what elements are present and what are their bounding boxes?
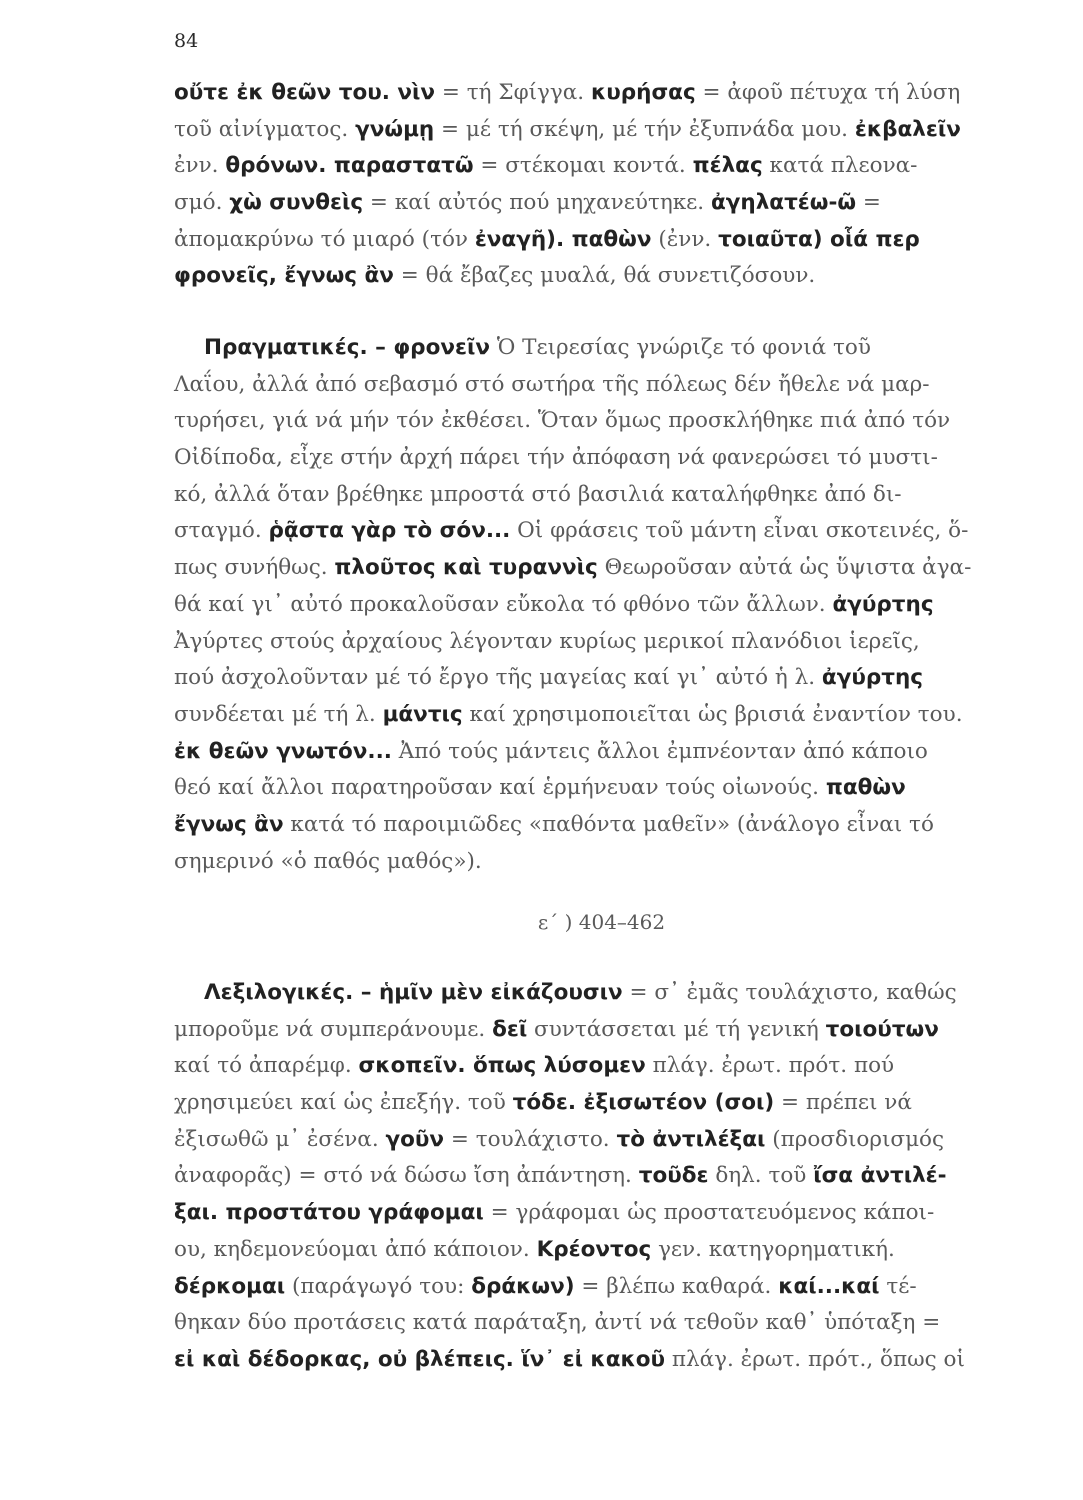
text-line [174, 330, 1032, 367]
text-line [174, 807, 1032, 844]
text-line [174, 1085, 1032, 1122]
text-line [174, 1122, 1032, 1159]
bold-term: καί...καί [778, 1273, 880, 1299]
gloss-text: = σ᾽ ἐμᾶς τουλάχιστο, καθώς [622, 980, 957, 1005]
gloss-text: πού ἀσχολοῦνταν μέ τό ἔργο τῆς μαγείας καί γι᾽ αὐτό ἡ λ. [174, 665, 822, 691]
gloss-text: = στέκομαι κοντά. [473, 153, 693, 179]
gloss-text: ἐξισωθῶ μ᾽ ἐσένα. [174, 1126, 386, 1152]
bold-term: δράκων) [471, 1273, 575, 1299]
gloss-text: Οἱ φράσεις τοῦ μάντη εἶναι σκοτεινές, ὅ- [510, 518, 969, 544]
text-line [174, 477, 1032, 514]
gloss-text: θηκαν δύο προτάσεις κατά παράταξη, ἀντί νά τεθοῦν καθ᾽ ὑπόταξη = [174, 1310, 941, 1336]
gloss-text: = βλέπω καθαρά. [574, 1273, 779, 1299]
bold-term: ἔγνως ἂν [174, 811, 284, 837]
bold-term: χὼ συνθεὶς [229, 190, 364, 216]
text-line [174, 367, 1032, 404]
gloss-text: κό, ἀλλά ὅταν βρέθηκε μπροστά στό βασιλιά καταλήφθηκε ἀπό δι- [174, 481, 902, 507]
bold-term: τοιαῦτα) οἷά περ [718, 226, 920, 252]
gloss-text: Θεωροῦσαν αὐτά ὡς ὕψιστα ἀγα- [597, 555, 972, 581]
text-line [174, 148, 1032, 185]
bold-term: ῥᾷστα γὰρ τὸ σόν... [268, 518, 511, 544]
gloss-text: Ἀπό τούς μάντεις ἄλλοι ἐμπνέονταν ἀπό κάποιο [391, 738, 928, 764]
bold-term: παθὼν [825, 775, 906, 801]
gloss-text: Ὁ Τειρεσίας γνώριζε τό φονιά τοῦ [489, 335, 871, 360]
bold-term: ἀγηλατέω-ῶ [710, 190, 857, 216]
text-line [174, 1305, 1032, 1342]
bold-term: δέρκομαι [174, 1273, 286, 1299]
gloss-text: καί τό ἀπαρέμφ. [174, 1053, 359, 1079]
text-line [174, 222, 1032, 259]
bold-term: φρονεῖς, ἔγνως ἂν [174, 263, 394, 289]
gloss-text: καί χρησιμοποιεῖται ὡς βρισιά ἐναντίον του. [462, 701, 963, 727]
gloss-text: πλάγ. ἐρωτ. πρότ., ὅπως οἱ [665, 1346, 965, 1372]
gloss-text: θεό καί ἄλλοι παρατηροῦσαν καί ἑρμήνευαν τούς οἰωνούς. [174, 775, 826, 801]
gloss-text: Ἀγύρτες στούς ἀρχαίους λέγονταν κυρίως μερικοί πλανόδιοι ἱερεῖς, [174, 628, 920, 654]
gloss-text: = τουλάχιστο. [444, 1126, 617, 1152]
gloss-text: = μέ τή σκέψη, μέ τήν ἐξυπνάδα μου. [434, 116, 855, 142]
text-line [174, 403, 1032, 440]
gloss-text: δηλ. τοῦ [708, 1163, 814, 1189]
bold-term: τοιούτων [825, 1016, 939, 1042]
gloss-text: = καί αὐτός πού μηχανεύτηκε. [363, 190, 711, 216]
bold-term: τὸ ἀντιλέξαι [616, 1126, 766, 1152]
gloss-text: = πρέπει νά [774, 1090, 912, 1116]
text-line [174, 975, 1032, 1012]
bold-term: ἀγύρτης [832, 591, 934, 617]
bold-term: ἐναγῆ). παθὼν [474, 226, 652, 252]
gloss-text: τοῦ αἰνίγματος. [174, 116, 356, 142]
section-heading: ε΄ ) 404–462 [537, 910, 666, 934]
gloss-text: Λαΐου, ἀλλά ἀπό σεβασμό στό σωτήρα τῆς πόλεως δέν ἤθελε νά μαρ- [174, 371, 930, 397]
bold-term: ξαι. προστάτου γράφομαι [174, 1200, 484, 1226]
bold-term: μάντις [382, 701, 463, 727]
text-line [174, 185, 1032, 222]
text-line [174, 1195, 1032, 1232]
gloss-text: = θά ἔβαζες μυαλά, θά συνετιζόσουν. [393, 263, 816, 289]
text-line [174, 770, 1032, 807]
bold-term: ἀγύρτης [821, 665, 924, 691]
gloss-text: συνδέεται μέ τή λ. [174, 701, 383, 727]
text-line [174, 844, 1032, 881]
gloss-text: (παράγωγό του: [285, 1273, 472, 1299]
text-line [174, 550, 1032, 587]
gloss-text: μποροῦμε νά συμπεράνουμε. [174, 1016, 493, 1042]
text-line [174, 1012, 1032, 1049]
gloss-text: = [856, 190, 881, 216]
bold-term: σκοπεῖν. ὅπως λύσομεν [358, 1053, 646, 1079]
gloss-text: πως συνήθως. [174, 555, 335, 581]
gloss-text: ἀναφορᾶς) = στό νά δώσω ἴση ἀπάντηση. [174, 1163, 639, 1189]
gloss-text: Οἰδίποδα, εἶχε στήν ἀρχή πάρει τήν ἀπόφαση νά φανερώσει τό μυστι- [174, 445, 938, 471]
gloss-text: συντάσσεται μέ τή γενική [527, 1016, 826, 1042]
gloss-text: τέ- [879, 1273, 917, 1299]
bold-term: Λεξιλογικές. – ἡμῖν μὲν εἰκάζουσιν [204, 980, 623, 1005]
bold-term: Πραγματικές. – φρονεῖν [204, 335, 490, 360]
gloss-text: = γράφομαι ὡς προστατευόμενος κάποι- [483, 1200, 935, 1226]
bold-term: ἴσα ἀντιλέ- [813, 1163, 947, 1189]
gloss-text: = ἀφοῦ πέτυχα τή λύση [695, 80, 961, 105]
gloss-text: (προσδιορισμός [765, 1126, 945, 1152]
gloss-text: γεν. κατηγορηματική. [651, 1236, 895, 1262]
text-line [174, 1158, 1032, 1195]
page-number: 84 [174, 30, 199, 52]
text-line [174, 587, 1032, 624]
text-line [174, 112, 1032, 149]
text-line [174, 697, 1032, 734]
paragraph-1 [174, 75, 1032, 295]
bold-term: τοῦδε [638, 1163, 709, 1189]
text-line [174, 75, 1032, 112]
gloss-text: σημερινό «ὁ παθός μαθός»). [174, 848, 482, 874]
bold-term: ἐκ θεῶν γνωτόν... [174, 738, 392, 764]
gloss-text: κατά τό παροιμιῶδες «παθόντα μαθεῖν» (ἀνάλογο εἶναι τό [283, 811, 934, 837]
text-line [174, 1269, 1032, 1306]
bold-term: τόδε. ἐξισωτέον (σοι) [512, 1090, 775, 1116]
bold-term: θρόνων. παραστατῶ [225, 153, 474, 179]
gloss-text: κατά πλεονα- [762, 153, 918, 179]
bold-term: ἐκβαλεῖν [854, 116, 961, 142]
gloss-text: ου, κηδεμονεύομαι ἀπό κάποιον. [174, 1236, 537, 1262]
gloss-text: πλάγ. ἐρωτ. πρότ. πού [645, 1053, 895, 1079]
bold-term: οὔτε ἐκ θεῶν του. νὶν [174, 80, 436, 105]
gloss-text: θά καί γι᾽ αὐτό προκαλοῦσαν εὔκολα τό φθόνο τῶν ἄλλων. [174, 591, 833, 617]
text-line [174, 1048, 1032, 1085]
paragraph-3 [174, 975, 1032, 1379]
text-line [174, 624, 1032, 661]
bold-term: πλοῦτος καὶ τυραννὶς [334, 555, 598, 581]
text-line [174, 1232, 1032, 1269]
gloss-text: σταγμό. [174, 518, 269, 544]
gloss-text: (ἐνν. [651, 226, 719, 252]
bold-term: Κρέοντος [536, 1236, 652, 1262]
bold-term: εἰ καὶ δέδορκας, οὐ βλέπεις. ἵν᾽ εἰ κακοῦ [174, 1346, 666, 1372]
text-line [174, 734, 1032, 771]
bold-term: δεῖ [492, 1016, 528, 1042]
gloss-text: τυρήσει, γιά νά μήν τόν ἐκθέσει. Ὅταν ὅμως προσκλήθηκε πιά ἀπό τόν [174, 408, 951, 434]
bold-term: πέλας [692, 153, 763, 179]
bold-term: κυρήσας [590, 80, 696, 105]
gloss-text: ἐνν. [174, 153, 226, 179]
gloss-text: ἀπομακρύνω τό μιαρό (τόν [174, 226, 475, 252]
text-line [174, 258, 1032, 295]
text-line [174, 660, 1032, 697]
gloss-text: = τή Σφίγγα. [435, 80, 591, 105]
gloss-text: χρησιμεύει καί ὡς ἐπεξήγ. τοῦ [174, 1090, 513, 1116]
text-line [174, 1342, 1032, 1379]
text-line [174, 440, 1032, 477]
paragraph-2 [174, 330, 1032, 880]
text-line [174, 513, 1032, 550]
gloss-text: σμό. [174, 190, 230, 216]
bold-term: γνώμῃ [355, 116, 435, 142]
bold-term: γοῦν [385, 1126, 445, 1152]
